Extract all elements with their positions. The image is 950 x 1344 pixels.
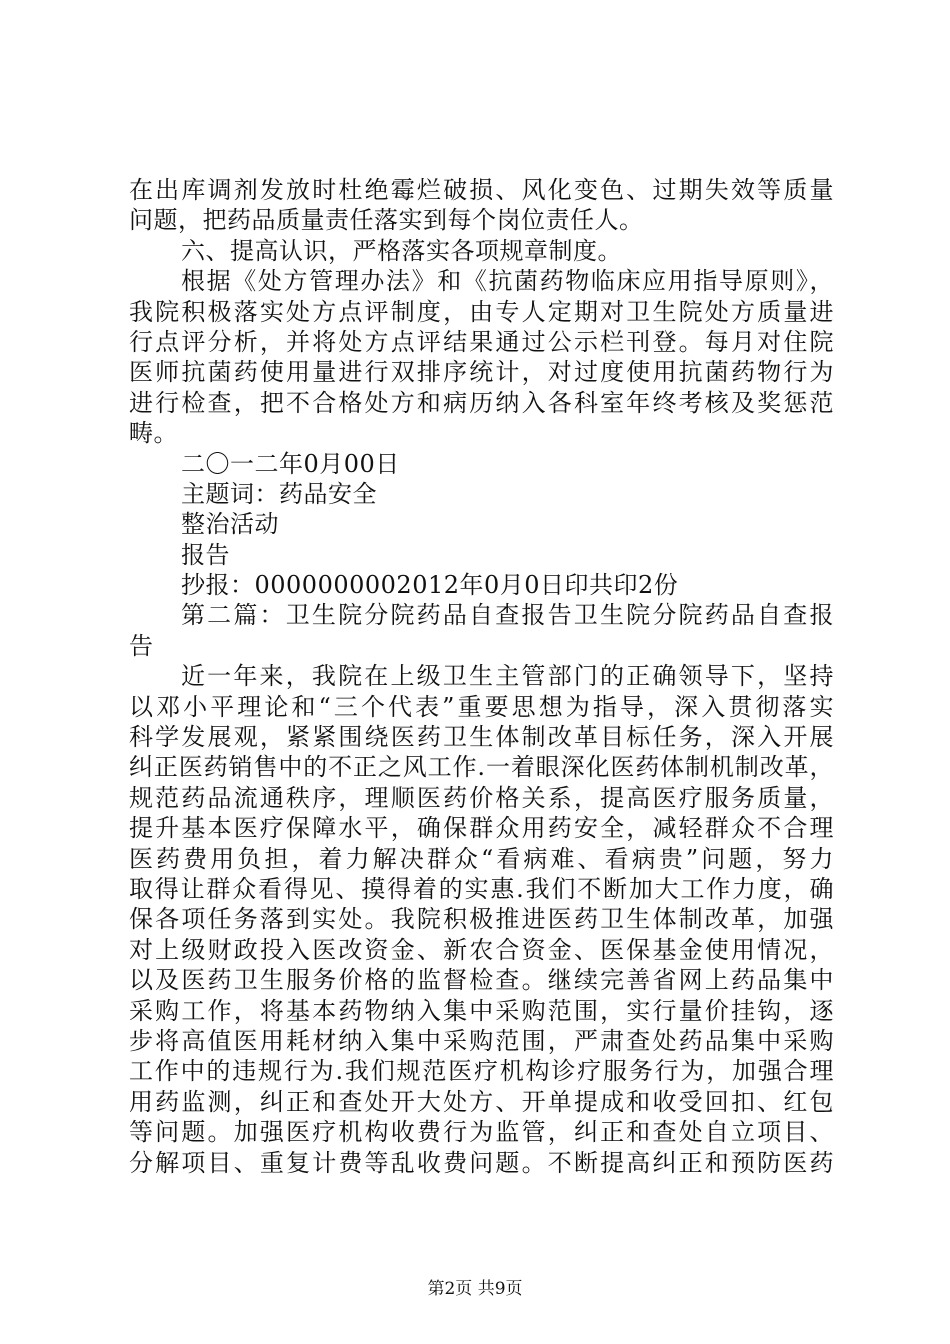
- text-line: 整治活动: [181, 510, 279, 539]
- text-line: 在出库调剂发放时杜绝霉烂破损、风化变色、过期失效等质量: [129, 176, 834, 204]
- text-line: 规范药品流通秩序，理顺医药价格关系，提高医疗服务质量，: [129, 783, 834, 812]
- page-footer: 第2页 共9页: [427, 1279, 523, 1299]
- text-line: 以及医药卫生服务价格的监督检查。继续完善省网上药品集中: [129, 966, 834, 995]
- text-line: 近一年来，我院在上级卫生主管部门的正确领导下，坚持: [181, 662, 834, 691]
- text-line: 抄报：0000000002012年0月0日印共印2份: [181, 571, 679, 600]
- text-line: 畴。: [129, 419, 178, 448]
- text-line: 根据《处方管理办法》和《抗菌药物临床应用指导原则》，: [181, 267, 834, 296]
- text-line: 对上级财政投入医改资金、新农合资金、医保基金使用情况，: [129, 935, 834, 964]
- text-line: 进行检查，把不合格处方和病历纳入各科室年终考核及奖惩范: [129, 388, 834, 417]
- text-line: 取得让群众看得见、摸得着的实惠.我们不断加大工作力度，确: [129, 874, 834, 903]
- text-line: 步将高值医用耗材纳入集中采购范围，严肃查处药品集中采购: [129, 1026, 834, 1055]
- text-line: 保各项任务落到实处。我院积极推进医药卫生体制改革，加强: [129, 905, 834, 934]
- text-line: 行点评分析，并将处方点评结果通过公示栏刊登。每月对住院: [129, 327, 834, 356]
- text-line: 采购工作，将基本药物纳入集中采购范围，实行量价挂钩，逐: [129, 996, 834, 1025]
- text-line: 提升基本医疗保障水平，确保群众用药安全，减轻群众不合理: [129, 814, 834, 843]
- text-line: 工作中的违规行为.我们规范医疗机构诊疗服务行为，加强合理: [129, 1057, 834, 1086]
- text-line: 告: [129, 631, 154, 660]
- text-line: 用药监测，纠正和查处开大处方、开单提成和收受回扣、红包: [129, 1087, 834, 1116]
- text-line: 医师抗菌药使用量进行双排序统计，对过度使用抗菌药物行为: [129, 358, 834, 387]
- text-line: 医药费用负担，着力解决群众“看病难、看病贵”问题，努力: [129, 844, 834, 873]
- text-line: 六、提高认识，严格落实各项规章制度。: [181, 236, 622, 265]
- text-line: 科学发展观，紧紧围绕医药卫生体制改革目标任务，深入开展: [129, 723, 834, 752]
- text-line: 以邓小平理论和“三个代表”重要思想为指导，深入贯彻落实: [129, 692, 834, 721]
- text-line: 主题词：药品安全: [181, 479, 377, 508]
- text-line: 问题，把药品质量责任落实到每个岗位责任人。: [129, 206, 644, 235]
- text-line: 等问题。加强医疗机构收费行为监管，纠正和查处自立项目、: [129, 1118, 834, 1147]
- text-line: 纠正医药销售中的不正之风工作.一着眼深化医药体制机制改革，: [129, 753, 834, 782]
- text-line: 报告: [181, 540, 230, 569]
- document-body: [129, 175, 834, 1178]
- text-line: 第二篇：卫生院分院药品自查报告卫生院分院药品自查报: [181, 601, 834, 630]
- text-line: 二〇一二年0月00日: [181, 449, 400, 478]
- text-line: 我院积极落实处方点评制度，由专人定期对卫生院处方质量进: [129, 297, 834, 326]
- text-line: 分解项目、重复计费等乱收费问题。不断提高纠正和预防医药: [129, 1148, 834, 1177]
